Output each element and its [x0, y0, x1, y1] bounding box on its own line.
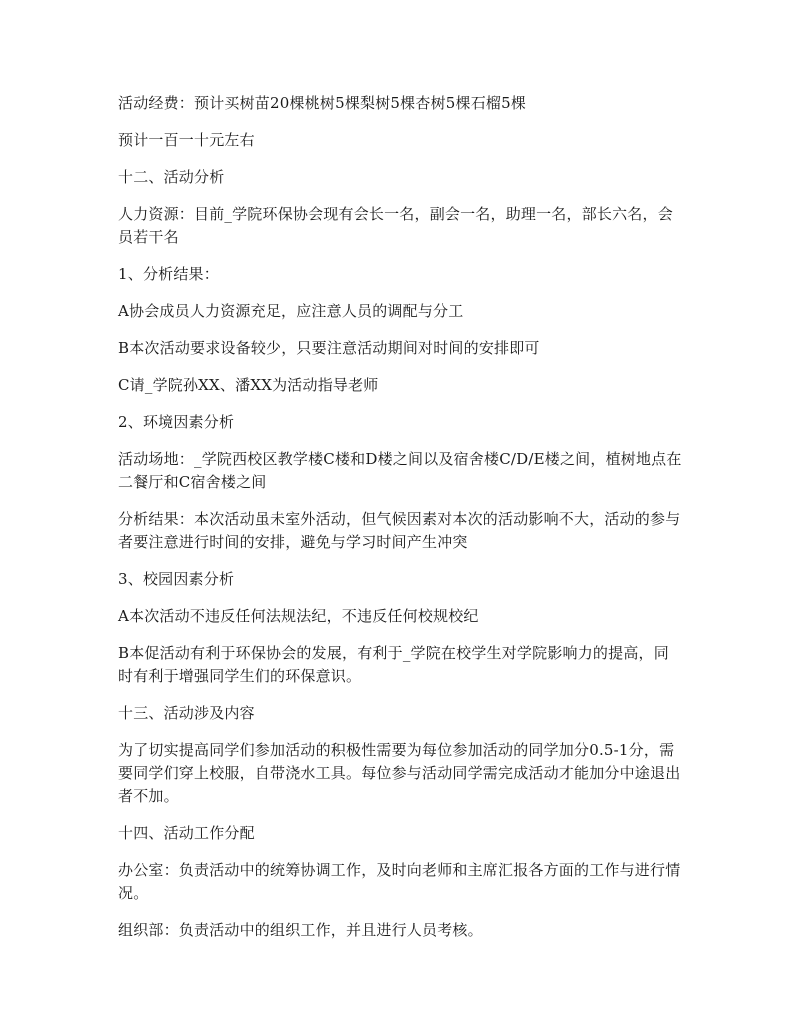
campus-item-b: B本促活动有利于环保协会的发展，有利于_学院在校学生对学院影响力的提高，同时有利于增强同学生们的环保意识。	[118, 644, 669, 685]
campus-heading: 3、校园因素分析	[118, 570, 235, 588]
campus-item-a: A本次活动不违反任何法规法纪，不违反任何校规校纪	[118, 607, 479, 625]
analysis-result-heading: 1、分析结果：	[118, 265, 219, 283]
office-duty-paragraph: 办公室：负责活动中的统筹协调工作，及时向老师和主席汇报各方面的工作与进行情况。	[118, 861, 681, 902]
section-heading-content: 十三、活动涉及内容	[118, 704, 255, 722]
environment-heading: 2、环境因素分析	[118, 413, 235, 431]
organization-duty-paragraph: 组织部：负责活动中的组织工作，并且进行人员考核。	[118, 921, 483, 939]
content-paragraph: 为了切实提高同学们参加活动的积极性需要为每位参加活动的同学加分0.5-1分，需要同学们穿上校服，自带浇水工具。每位参与活动同学需完成活动才能加分中途退出者不加。	[118, 741, 681, 805]
budget-total-paragraph: 预计一百一十元左右	[118, 131, 255, 149]
document-page	[118, 92, 684, 956]
analysis-item-b: B本次活动要求设备较少，只要注意活动期间对时间的安排即可	[118, 339, 540, 357]
budget-paragraph: 活动经费：预计买树苗20棵桃树5棵梨树5棵杏树5棵石榴5棵	[118, 94, 527, 112]
human-resources-paragraph: 人力资源：目前_学院环保协会现有会长一名，副会一名，助理一名，部长六名，会员若干名	[118, 205, 673, 246]
venue-paragraph: 活动场地：_学院西校区教学楼C楼和D楼之间以及宿舍楼C/D/E楼之间，植树地点在二餐厅和C宿舍楼之间	[118, 450, 682, 491]
analysis-item-a: A协会成员人力资源充足，应注意人员的调配与分工	[118, 302, 464, 320]
analysis-item-c: C请_学院孙XX、潘XX为活动指导老师	[118, 376, 379, 394]
section-heading-analysis: 十二、活动分析	[118, 168, 225, 186]
section-heading-assignment: 十四、活动工作分配	[118, 824, 255, 842]
environment-result-paragraph: 分析结果：本次活动虽未室外活动，但气候因素对本次的活动影响不大，活动的参与者要注意进行时间的安排，避免与学习时间产生冲突	[118, 510, 681, 551]
